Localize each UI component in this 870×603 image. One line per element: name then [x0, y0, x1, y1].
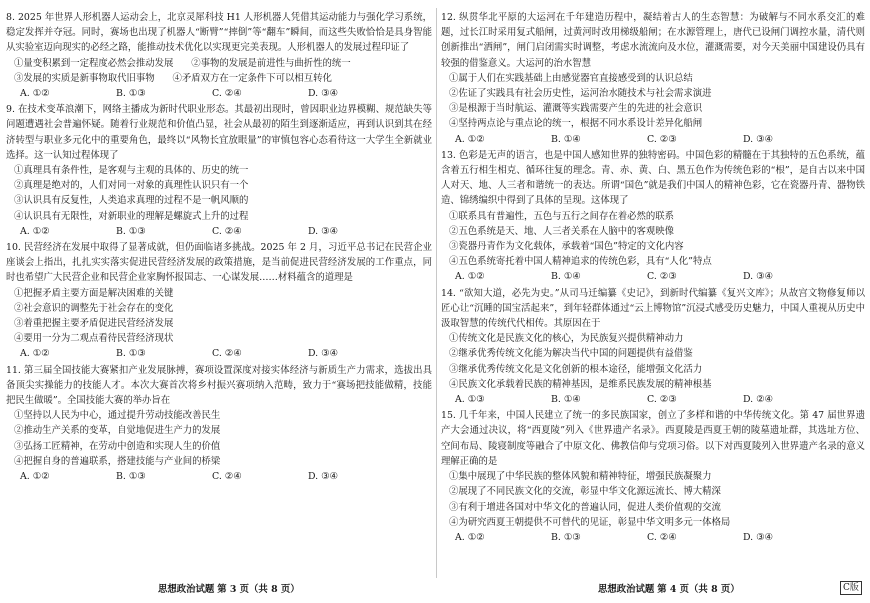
- choice-b: B. ①③: [116, 88, 146, 100]
- choice-d: D. ③④: [743, 271, 773, 283]
- choice-b: B. ①④: [551, 394, 581, 406]
- option: ②展现了不同民族文化的交流，彰显中华文化源远流长、博大精深: [449, 486, 721, 498]
- edition-badge: C版: [840, 581, 862, 595]
- question-stem: 8. 2025 年世界人形机器人运动会上，北京灵犀科技 H1 人形机器人凭借其运动能力与强化学习系统，稳定发挥并夺冠。同时，赛场也出现了机器人“断臂”“摔倒”等“翻车”瞬间，而这些失败恰恰是具身智能从实验室迈向现实的必经之路，能推动技术优化以实现更完美表现。人形机器人的发展过程印证了: [6, 12, 432, 54]
- choice-d: D. ②④: [743, 394, 773, 406]
- option: ④五色系统寄托着中国人精神追求的传统色彩，具有“人化”特点: [449, 256, 712, 268]
- answer-choices: [6, 346, 432, 361]
- option: ①真理具有条件性，是客观与主观的具体的、历史的统一: [14, 165, 249, 177]
- option: ②继承优秀传统文化能为解决当代中国的问题提供有益借鉴: [449, 348, 693, 360]
- footer-subject: 思想政治试题: [598, 584, 655, 595]
- choice-d: D. ③④: [308, 88, 338, 100]
- answer-choices: [6, 224, 432, 239]
- answer-choices: [441, 132, 865, 147]
- footer-page-number: 第 4 页（共 8 页）: [657, 584, 740, 595]
- question-14: [441, 286, 865, 408]
- option: ③发展的实质是新事物取代旧事物 ④矛盾双方在一定条件下可以相互转化: [14, 72, 332, 84]
- option: ②推动生产关系的变革，自觉地促进生产力的发展: [14, 425, 221, 437]
- choice-a: A. ①②: [455, 271, 485, 283]
- option: ③着重把握主要矛盾促进民营经济发展: [14, 318, 174, 330]
- column-divider: [436, 8, 437, 578]
- option: ④把握自身的普遍联系，搭建技能与产业间的桥梁: [14, 455, 221, 467]
- option: ①集中展现了中华民族的整体风貌和精神特征，增强民族凝聚力: [449, 471, 712, 483]
- option: ①坚持以人民为中心，通过提升劳动技能改善民生: [14, 410, 221, 422]
- choice-a: A. ①②: [20, 88, 50, 100]
- question-stem: 15. 几千年来，中国人民建立了统一的多民族国家，创立了多样和谐的中华传统文化。第 47 届世界遗产大会通过决议，将“西夏陵”列入《世界遗产名录》。西夏陵是西夏王朝的陵墓遗址群，其选址方位、空间布局、陵寝制度等融合了中原文化、佛教信仰与党项习俗。以下对西夏陵列入世界遗产名录的意义理解正确的是: [441, 410, 865, 467]
- choice-d: D. ③④: [308, 348, 338, 360]
- option: ③瓷器丹青作为文化载体，承载着“国色”特定的文化内容: [449, 241, 684, 253]
- option: ④认识具有无限性，对新职业的理解是螺旋式上升的过程: [14, 210, 249, 222]
- footer-subject: 思想政治试题: [158, 584, 215, 595]
- question-15: [441, 408, 865, 545]
- choice-c: C. ②③: [647, 271, 677, 283]
- question-stem: 13. 色彩是无声的语言，也是中国人感知世界的独特密码。中国色彩的精髓在于其独特的五色系统，蕴含着五行相生相克、循环往复的理念。青、赤、黄、白、黑五色作为传统色彩的“根”，是自古以来中国人对天、地、人三者和谐统一的表达。所谓“国色”就是我们中国人的精神色彩，它在瓷器丹青、器物铁造、锦绣编织中得到了具体的呈现。这体现了: [441, 149, 865, 207]
- option: ③弘扬工匠精神，在劳动中创造和实现人生的价值: [14, 440, 221, 452]
- question-stem: 10. 民营经济在发展中取得了显著成就，但仍面临诸多挑战。2025 年 2 月，习近平总书记在民营企业座谈会上指出，扎扎实实落实促进民营经济发展的政策措施，是当前促进民营经济发展的工作重点，同时也希望广大民营企业和民营企业家胸怀报国志、一心谋发展……材料蕴含的道理是: [6, 242, 432, 284]
- question-stem: 11. 第三届全国技能大赛紧扣产业发展脉搏，赛项设置深度对接实体经济与新质生产力需求，选拔出具备顶尖实操能力的技能人才。本次大赛首次将乡村振兴赛项纳入范畴，致力于“赛场把技能做精，技能把民生做暖”。全国技能大赛的举办旨在: [6, 364, 432, 407]
- option: ③继承优秀传统文化是文化创新的根本途径，能增强文化活力: [449, 363, 703, 375]
- option: ①传统文化是民族文化的核心，为民族复兴提供精神动力: [449, 333, 684, 345]
- choice-c: C. ②④: [212, 348, 242, 360]
- choice-b: B. ①④: [551, 133, 581, 145]
- choice-b: B. ①④: [551, 271, 581, 283]
- question-12: [441, 10, 865, 147]
- choice-c: C. ②③: [647, 394, 677, 406]
- choice-a: A. ①②: [20, 348, 50, 360]
- choice-c: C. ②④: [212, 225, 242, 237]
- choice-a: A. ①②: [455, 133, 485, 145]
- choice-c: C. ②③: [647, 133, 677, 145]
- choice-d: D. ③④: [308, 471, 338, 483]
- question-13: [441, 148, 865, 285]
- question-stem: 9. 在技术变革浪潮下，网络主播成为新时代职业形态。其最初出现时，曾因职业边界模糊、规范缺失等问题遭遇社会普遍怀疑。随着行业规范和价值凸显，社会从最初的陌生到逐渐适应，再到认识到其在经济转型与职业多元化中的重要角色，最终以“风物长宜放眼量”的审慎包容心态看待这一大学生全新就业选择。这一认知过程体现了: [6, 104, 432, 161]
- option: ④为研究西夏王朝提供不可替代的见证，彰显中华文明多元一体格局: [449, 516, 731, 528]
- question-stem: 14. “欲知大道，必先为史。”从司马迁编纂《史记》，到新时代编纂《复兴文库》；从故宫文物修复师以匠心让“沉睡的国宝活起来”，到年轻群体通过“云上博物馆”沉浸式感受历史魅力，中国人重视从历史中汲取智慧的传统代代相传。其原因在于: [441, 287, 865, 330]
- left-column: [6, 10, 432, 485]
- footer-page-number: 第 3 页（共 8 页）: [217, 584, 300, 595]
- option: ④坚持两点论与重点论的统一，根据不同水系设计差异化船闸: [449, 118, 703, 130]
- choice-c: C. ②④: [212, 471, 242, 483]
- option: ①联系具有普遍性，五色与五行之间存在着必然的联系: [449, 210, 675, 222]
- option: ④民族文化承载着民族的精神基因，是维系民族发展的精神根基: [449, 378, 712, 390]
- choice-a: A. ①②: [455, 531, 485, 543]
- choice-b: B. ①③: [116, 348, 146, 360]
- option: ④要用一分为二观点看待民营经济现状: [14, 333, 174, 345]
- choice-a: A. ①②: [20, 225, 50, 237]
- choice-a: A. ①③: [455, 394, 485, 406]
- option: ①量变积累到一定程度必然会推动发展 ②事物的发展是前进性与曲折性的统一: [14, 57, 351, 69]
- answer-choices: [441, 269, 865, 284]
- choice-c: C. ②④: [212, 88, 242, 100]
- option: ①把握矛盾主要方面是解决困难的关键: [14, 287, 174, 299]
- question-11: [6, 363, 432, 485]
- choice-b: B. ①③: [116, 471, 146, 483]
- option: ②社会意识的调整先于社会存在的变化: [14, 302, 174, 314]
- choice-b: B. ①③: [551, 531, 581, 543]
- choice-b: B. ①③: [116, 225, 146, 237]
- option: ③是根源于当时航运、灌溉等实践需要产生的先进的社会意识: [449, 103, 703, 115]
- choice-a: A. ①②: [20, 471, 50, 483]
- question-9: [6, 102, 432, 239]
- choice-d: D. ③④: [743, 531, 773, 543]
- question-8: [6, 10, 432, 101]
- choice-c: C. ②④: [647, 531, 677, 543]
- answer-choices: [6, 469, 432, 484]
- question-10: [6, 240, 432, 362]
- page-footer-left: [158, 584, 300, 596]
- option: ①属于人们在实践基础上由感觉器官直接感受到的认识总结: [449, 72, 693, 84]
- answer-choices: [6, 86, 432, 101]
- question-stem: 12. 纵贯华北平原的大运河在千年建造历程中，凝结着古人的生态智慧：为破解与不同水系交汇的难题，过长江时采用复式船闸，过黄河时改用梯级船闸；在水源管理上，唐代已设闸门调控水量，清代则创新推出“洒闸”，闸门启闭需实时调整，考虑水流流向及水位，灌溉需要，对今天美丽中国建设仍具有较强的借鉴意义。大运河的治水智慧: [441, 12, 865, 69]
- option: ②真理是绝对的，人们对同一对象的真理性认识只有一个: [14, 180, 249, 192]
- answer-choices: [441, 392, 865, 407]
- answer-choices: [441, 530, 865, 545]
- right-column: [441, 10, 865, 546]
- option: ③有利于增进各国对中华文化的普遍认同，促进人类价值观的交流: [449, 501, 721, 513]
- option: ②佐证了实践具有社会历史性，运河治水随技术与社会需求演进: [449, 88, 712, 100]
- page-footer-right: [598, 584, 740, 596]
- choice-d: D. ③④: [308, 225, 338, 237]
- option: ③认识具有反复性，人类追求真理的过程不是一帆风顺的: [14, 195, 249, 207]
- option: ②五色系统是天、地、人三者关系在人脑中的客观映像: [449, 225, 675, 237]
- choice-d: D. ③④: [743, 133, 773, 145]
